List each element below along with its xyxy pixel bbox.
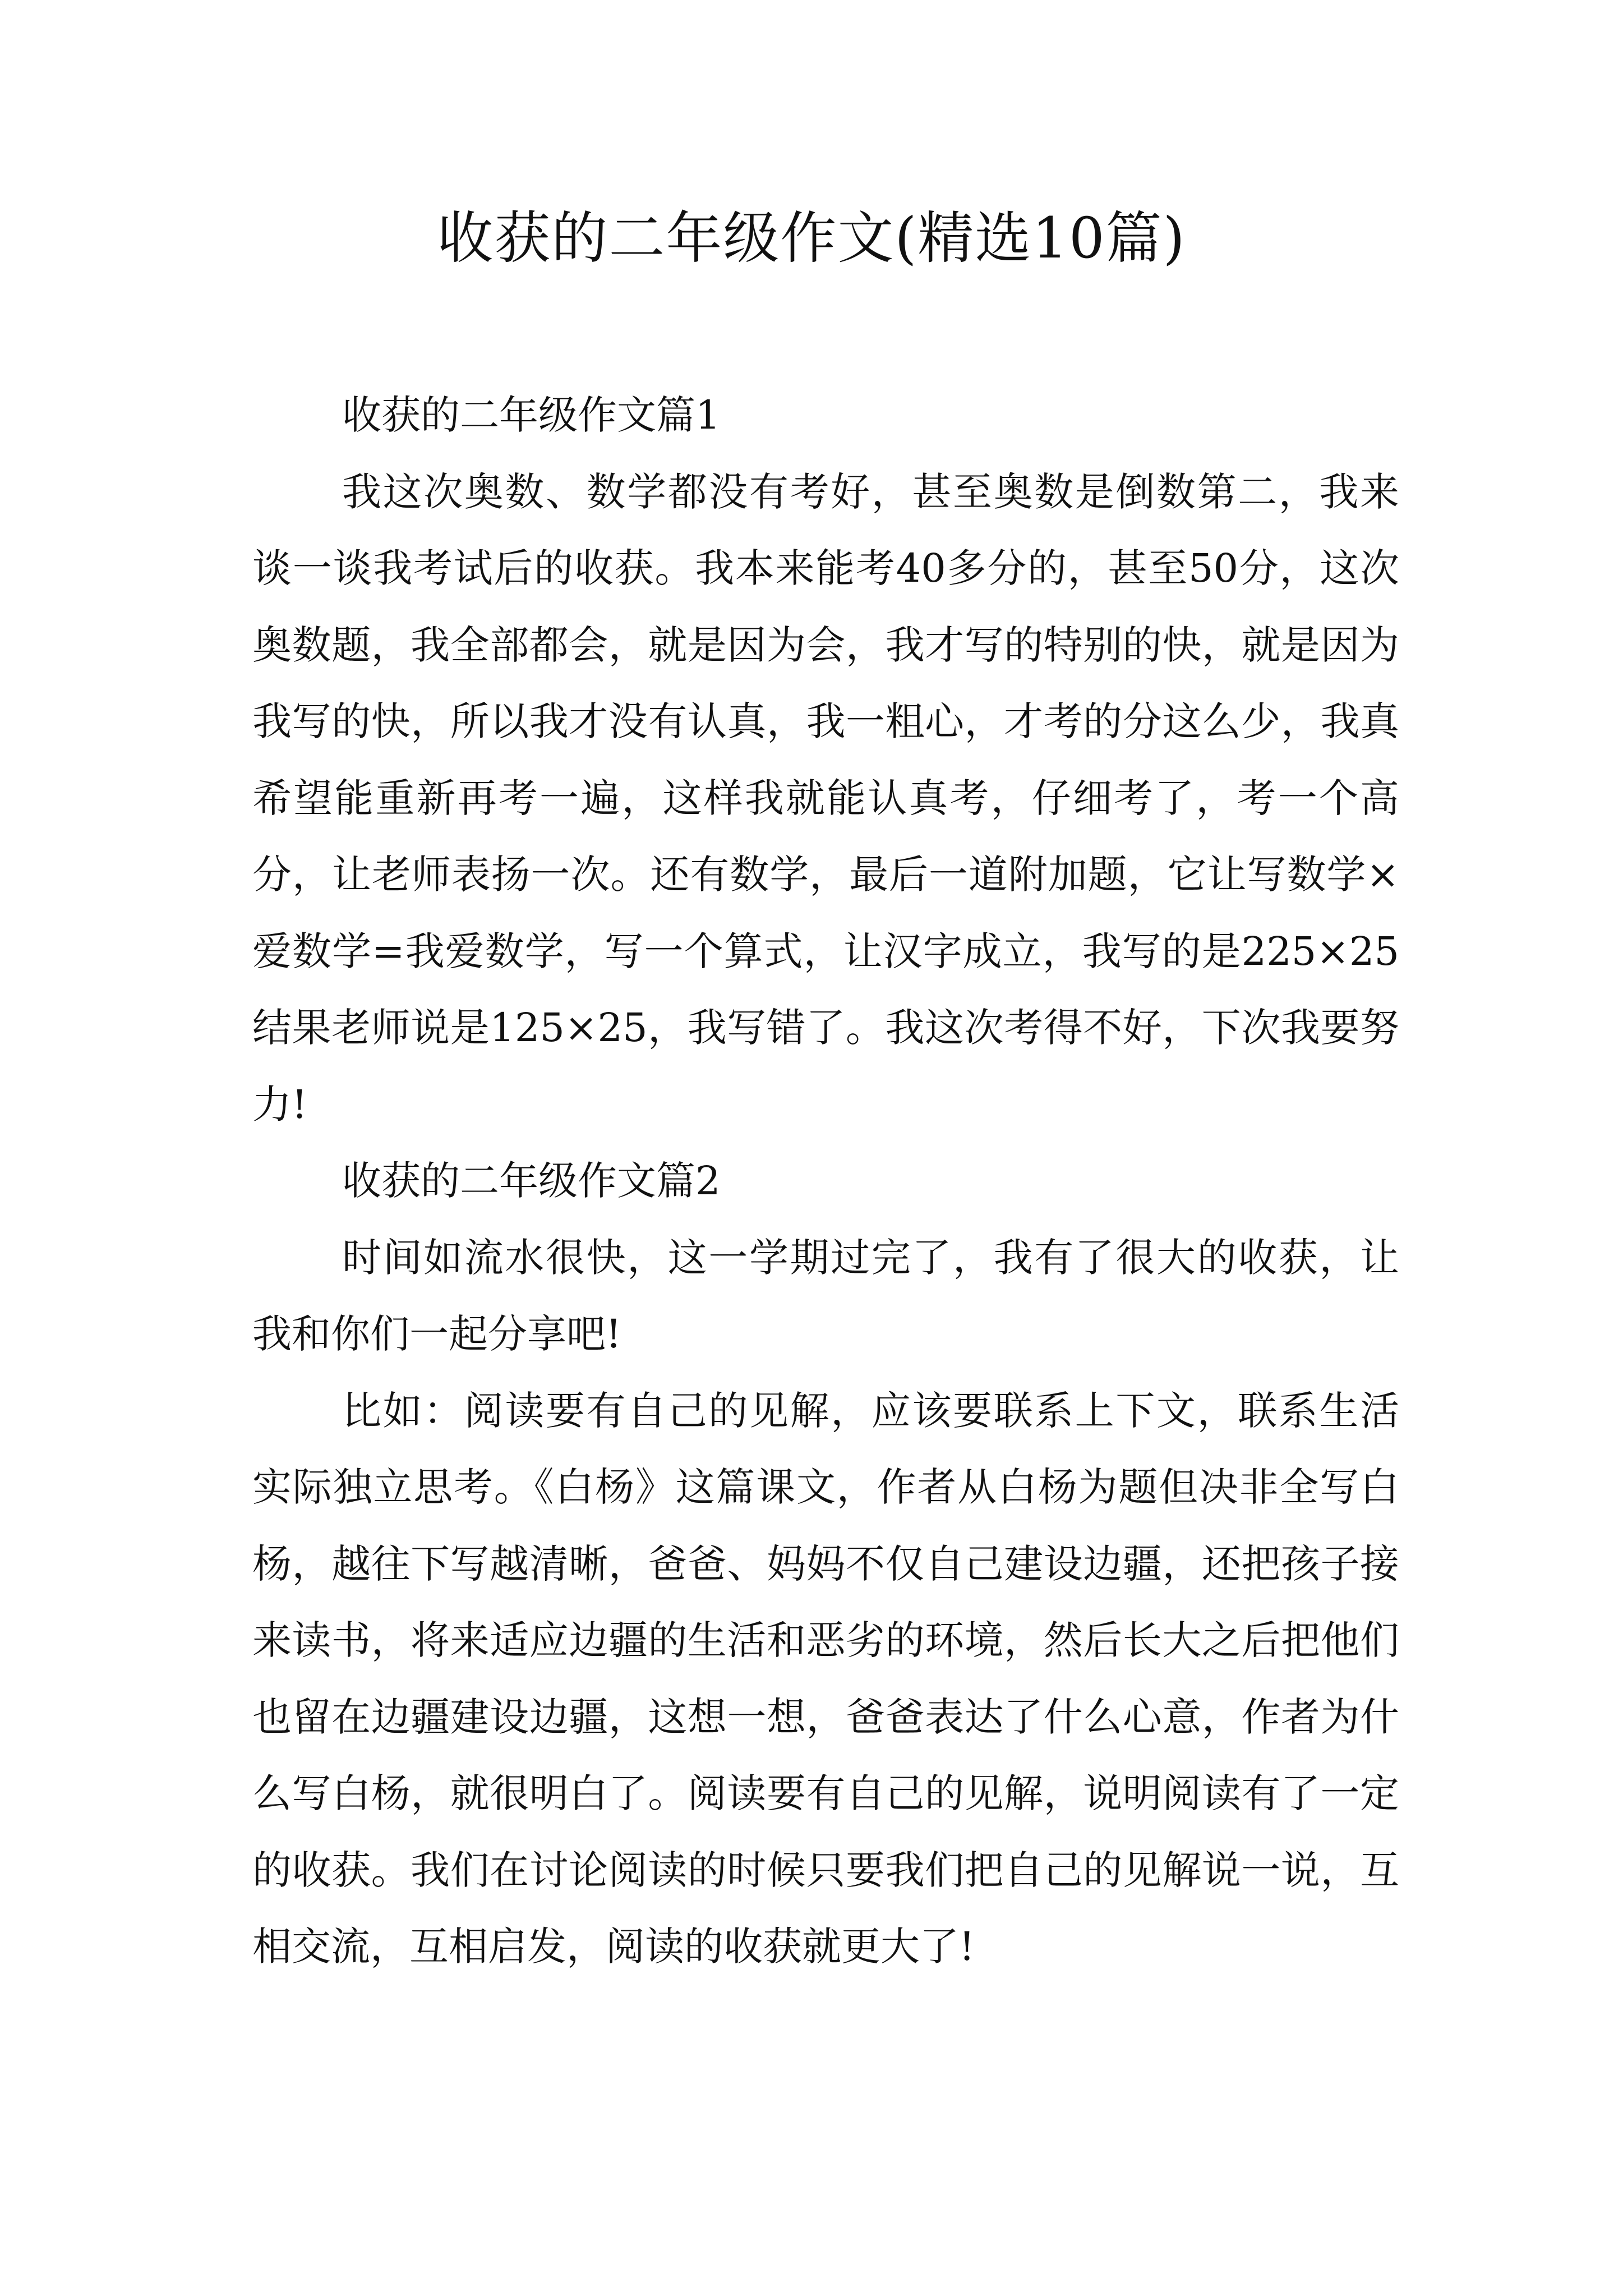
essay-2-paragraph-2: 比如：阅读要有自己的见解，应该要联系上下文，联系生活实际独立思考。《白杨》这篇课文，作者从白杨为题但决非全写白杨，越往下写越清晰，爸爸、妈妈不仅自己建设边疆，还把孩子接来读书，将来适应边疆的生活和恶劣的环境，然后长大之后把他们也留在边疆建设边疆，这想一想，爸爸表达了什么心意，作者为什么写白杨，就很明白了。阅读要有自己的见解，说明阅读有了一定的收获。我们在讨论阅读的时候只要我们把自己的见解说一说，互相交流，互相启发，阅读的收获就更大了! <box>252 1387 1399 1970</box>
page-title: 收获的二年级作文(精选10篇) <box>437 205 1186 271</box>
document-body <box>252 377 1399 1985</box>
section-heading-2: 收获的二年级作文篇2 <box>342 1158 721 1204</box>
essay-2-paragraph-1: 时间如流水很快，这一学期过完了，我有了很大的收获，让我和你们一起分享吧! <box>252 1234 1399 1357</box>
section-heading-1: 收获的二年级作文篇1 <box>342 392 721 438</box>
essay-1-paragraph: 我这次奥数、数学都没有考好，甚至奥数是倒数第二，我来谈一谈我考试后的收获。我本来能考40多分的，甚至50分，这次奥数题，我全部都会，就是因为会，我才写的特别的快，就是因为我写的快，所以我才没有认真，我一粗心，才考的分这么少，我真希望能重新再考一遍，这样我就能认真考，仔细考了，考一个高分，让老师表扬一次。还有数学，最后一道附加题，它让写数学×爱数学=我爱数学，写一个算式，让汉字成立，我写的是225×25结果老师说是125×25，我写错了。我这次考得不好，下次我要努力! <box>252 468 1399 1128</box>
